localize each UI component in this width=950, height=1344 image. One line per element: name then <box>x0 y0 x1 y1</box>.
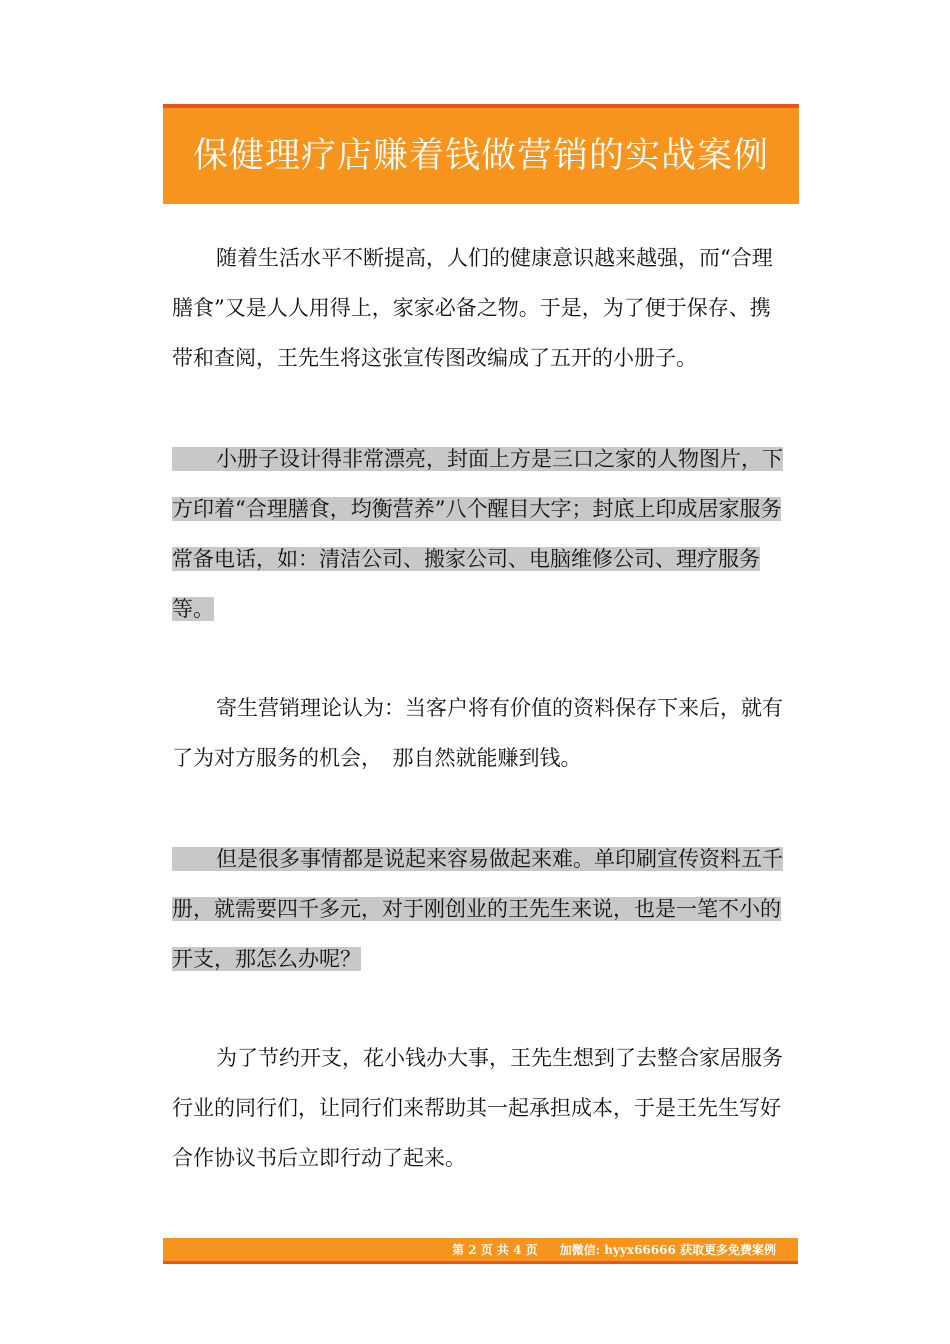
footer-text <box>452 1241 776 1259</box>
paragraph-2-text: 小册子设计得非常漂亮，封面上方是三口之家的人物图片，下方印着“合理膳食，均衡营养”八个醒目大字；封底上印成居家服务常备电话，如：清洁公司、搬家公司、电脑维修公司、理疗服务等。 <box>172 447 783 621</box>
page-title: 保健理疗店赚着钱做营销的实战案例 <box>192 136 769 176</box>
paragraph-4-text: 但是很多事情都是说起来容易做起来难。单印刷宣传资料五千册，就需要四千多元，对于刚创业的王先生来说，也是一笔不小的开支，那怎么办呢？ <box>172 847 783 971</box>
paragraph-1-text: 随着生活水平不断提高，人们的健康意识越来越强，而“合理膳食”又是人人用得上，家家必备之物。于是，为了便于保存、携带和查阅，王先生将这张宣传图改编成了五开的小册子。 <box>172 246 773 370</box>
paragraph-5 <box>172 1033 790 1183</box>
paragraph-2 <box>172 434 790 634</box>
footer-promo: 加微信: hyyx66666 获取更多免费案例 <box>559 1243 776 1257</box>
paragraph-4 <box>172 834 790 984</box>
paragraph-5-text: 为了节约开支，花小钱办大事，王先生想到了去整合家居服务行业的同行们，让同行们来帮助其一起承担成本，于是王先生写好合作协议书后立即行动了起来。 <box>172 1046 783 1170</box>
page-footer <box>163 1238 798 1264</box>
title-banner <box>163 104 799 204</box>
paragraph-3-text: 寄生营销理论认为：当客户将有价值的资料保存下来后，就有了为对方服务的机会， 那自然就能赚到钱。 <box>172 696 783 770</box>
paragraph-3 <box>172 683 790 783</box>
page-number: 第 2 页 共 4 页 <box>452 1243 538 1257</box>
paragraph-1 <box>172 233 790 383</box>
